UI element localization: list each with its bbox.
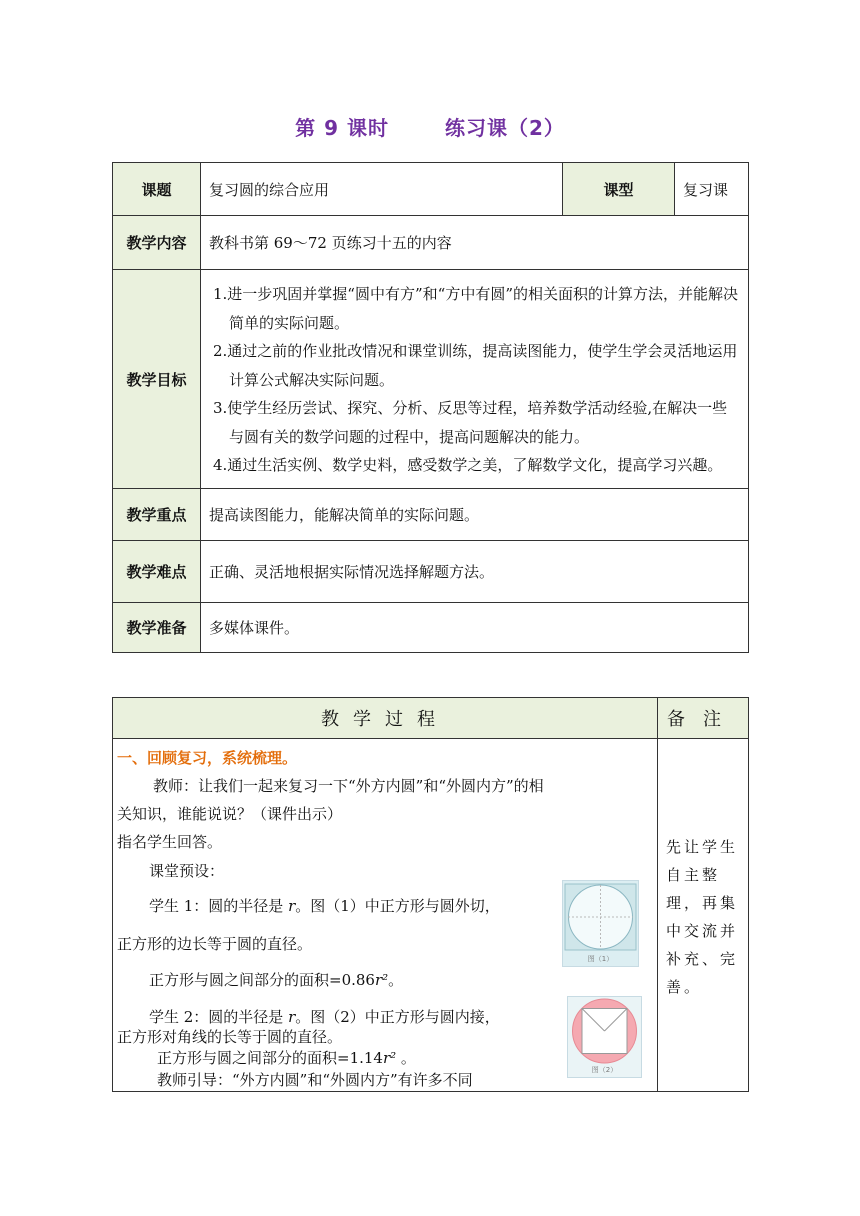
topic-value: 复习圆的综合应用 xyxy=(201,163,563,216)
content-row xyxy=(113,216,749,270)
teacher-prompt-line2: 关知识，谁能说说？（课件出示） xyxy=(117,805,343,823)
goals-row xyxy=(113,270,749,489)
process-table xyxy=(112,697,749,1092)
key-value: 提高读图能力，能解决简单的实际问题。 xyxy=(201,489,749,541)
square-circumscribed-circle-icon xyxy=(563,881,638,953)
type-value: 复习课 xyxy=(675,163,749,216)
figure-1 xyxy=(562,880,639,967)
figure-2 xyxy=(567,996,642,1078)
section-heading: 一、回顾复习，系统梳理。 xyxy=(117,749,298,767)
figure-1-caption: 图（1） xyxy=(587,955,614,963)
student2-line2: 正方形对角线的长等于圆的直径。 xyxy=(117,1028,343,1046)
content-label: 教学内容 xyxy=(113,216,201,270)
teacher-guide-line: 教师引导：“外方内圆”和“外圆内方”有许多不同 xyxy=(157,1071,473,1089)
process-header: 教学过程 xyxy=(113,698,658,739)
process-body-row xyxy=(113,739,749,1092)
figure-2-caption: 图（2） xyxy=(591,1066,618,1074)
goals-list xyxy=(201,270,749,489)
lesson-name: 练习课（2） xyxy=(444,116,565,140)
process-content xyxy=(113,739,658,1092)
prep-label: 教学准备 xyxy=(113,603,201,653)
circle-inscribed-square-icon xyxy=(568,997,641,1065)
lesson-number: 第 9 课时 xyxy=(295,116,389,140)
notes-header: 备注 xyxy=(658,698,749,739)
difficulty-row xyxy=(113,541,749,603)
prep-row xyxy=(113,603,749,653)
difficulty-label: 教学难点 xyxy=(113,541,201,603)
notes-content: 先让学生自主整理，再集中交流并补充、完善。 xyxy=(658,739,749,1092)
preset-label: 课堂预设： xyxy=(149,862,225,880)
prep-value: 多媒体课件。 xyxy=(201,603,749,653)
goal-item: 1.进一步巩固并掌握“圆中有方”和“方中有圆”的相关面积的计算方法，并能解决简单的实际问题。 xyxy=(213,285,738,332)
key-label: 教学重点 xyxy=(113,489,201,541)
process-header-row xyxy=(113,698,749,739)
type-label: 课型 xyxy=(563,163,675,216)
student1-line2: 正方形的边长等于圆的直径。 xyxy=(117,935,313,953)
difficulty-value: 正确、灵活地根据实际情况选择解题方法。 xyxy=(201,541,749,603)
goal-item: 4.通过生活实例、数学史料，感受数学之美，了解数学文化，提高学习兴趣。 xyxy=(213,456,723,475)
goal-item: 2.通过之前的作业批改情况和课堂训练，提高读图能力，使学生学会灵活地运用计算公式解决实际问题。 xyxy=(213,342,738,389)
content-value: 教科书第 69～72 页练习十五的内容 xyxy=(201,216,749,270)
topic-row xyxy=(113,163,749,216)
goals-label: 教学目标 xyxy=(113,270,201,489)
student1-line1: 学生 1：圆的半径是 r。图（1）中正方形与圆外切， xyxy=(149,897,500,915)
student2-area: 正方形与圆之间部分的面积=1.14r² 。 xyxy=(157,1049,416,1067)
topic-label: 课题 xyxy=(113,163,201,216)
teacher-prompt-line1: 教师：让我们一起来复习一下“外方内圆”和“外圆内方”的相 xyxy=(153,777,544,795)
student2-line1: 学生 2：圆的半径是 r。图（2）中正方形与圆内接， xyxy=(149,1008,500,1026)
goal-item: 3.使学生经历尝试、探究、分析、反思等过程，培养数学活动经验,在解决一些与圆有关的数学问题的过程中，提高问题解决的能力。 xyxy=(213,399,728,446)
key-row xyxy=(113,489,749,541)
instruction-line: 指名学生回答。 xyxy=(117,833,223,851)
lesson-info-table xyxy=(112,162,749,653)
lesson-title xyxy=(0,112,860,141)
student1-area: 正方形与圆之间部分的面积=0.86r²。 xyxy=(149,971,404,989)
